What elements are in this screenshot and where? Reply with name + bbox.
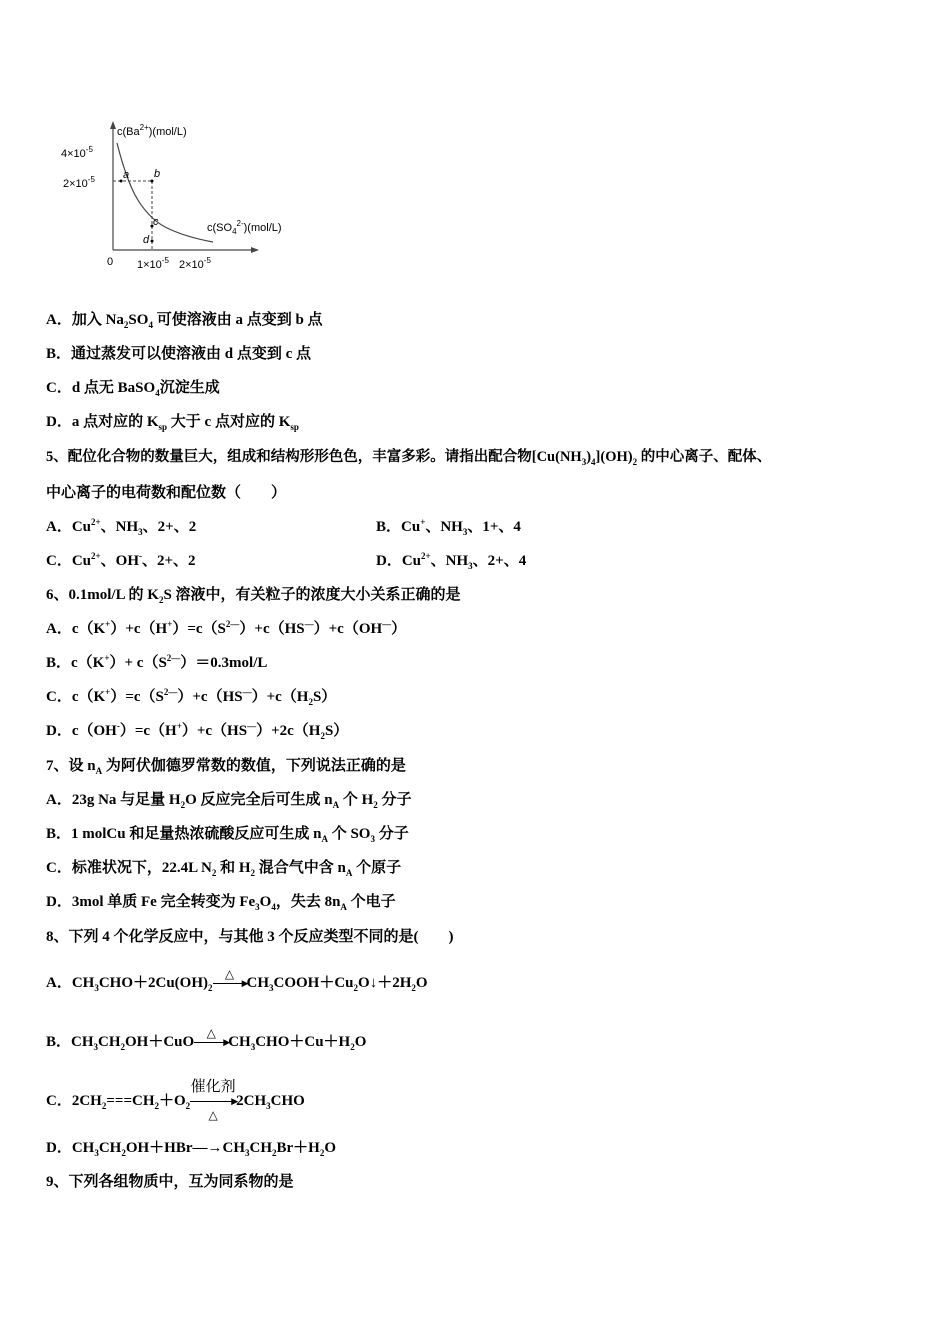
ksp-figure bbox=[55, 115, 325, 275]
label-d: d bbox=[143, 234, 150, 246]
label-c: c bbox=[153, 216, 159, 228]
q5-option-d[interactable]: D．$Cu^{2+}$、$NH_3$、2+、4 bbox=[376, 551, 527, 571]
heat-arrow: △ ▶ bbox=[213, 978, 247, 990]
q4-option-b[interactable]: B．通过蒸发可以使溶液由 d 点变到 c 点 bbox=[46, 346, 312, 362]
y-tick-2e-5: $2\times 10^{-5}$ bbox=[63, 175, 95, 190]
x-tick-1e-5: $1\times 10^{-5}$ bbox=[137, 256, 169, 271]
q8-option-c[interactable]: C．$2CH_2===CH_2+O_2$ 催化剂 ▶ △ $2CH_3CHO$ bbox=[46, 1076, 305, 1122]
q7-option-c[interactable]: C．标准状况下，22.4L $N_2$ 和 $H_2$ 混合气中含 $n_A$ 个原子 bbox=[46, 860, 402, 878]
q6-option-a[interactable]: A．$c(K^+)+c(H^+)=c(S^{2—})+c(HS^—)+c(OH^—)$ bbox=[46, 619, 407, 637]
point-d bbox=[151, 240, 154, 243]
q4-option-c[interactable]: C．d 点无 BaSO$_4$沉淀生成 bbox=[46, 380, 220, 398]
q8-option-a[interactable]: A．$CH_3CHO+2Cu(OH)_2$ △ ▶ $CH_3COOH+Cu_2O↓+2H_2O$ bbox=[46, 966, 428, 993]
q5-stem-line1: 5、配位化合物的数量巨大，组成和结构形形色色，丰富多彩。请指出配合物$[Cu(NH_3)_4](OH)_2$ 的中心离子、配体、 bbox=[46, 449, 772, 467]
baso4-solubility-plot bbox=[55, 115, 325, 275]
q6-option-c[interactable]: C．$c(K^+)=c(S^{2—})+c(HS^—)+c(H_2S)$ bbox=[46, 687, 337, 707]
q8-stem: 8、下列 4 个化学反应中，与其他 3 个反应类型不同的是( ) bbox=[46, 929, 454, 945]
q6-option-d[interactable]: D．$c(OH^-)=c(H^+)+c(HS^—)+2c(H_2S)$ bbox=[46, 721, 349, 741]
solubility-curve bbox=[117, 143, 213, 242]
q4-option-a[interactable]: A．加入 $Na_2SO_4$ 可使溶液由 a 点变到 b 点 bbox=[46, 312, 323, 330]
q5-option-c[interactable]: C．$Cu^{2+}$、OH-、2+、2 bbox=[46, 551, 196, 569]
y-axis-arrow bbox=[110, 121, 116, 129]
q5-stem-line2: 中心离子的电荷数和配位数（ ） bbox=[46, 485, 287, 501]
q5-option-a[interactable]: A．$Cu^{2+}$、$NH_3$、2+、2 bbox=[46, 517, 197, 537]
y-tick-4e-5: $4\times 10^{-5}$ bbox=[61, 145, 93, 160]
q9-stem: 9、下列各组物质中，互为同系物的是 bbox=[46, 1174, 294, 1190]
heat-arrow: △ ▶ bbox=[194, 1037, 228, 1049]
q7-stem: 7、设 $n_A$ 为阿伏伽德罗常数的数值，下列说法正确的是 bbox=[46, 758, 406, 776]
q4-option-d[interactable]: D．a 点对应的 $K_{sp}$ 大于 c 点对应的 $K_{sp}$ bbox=[46, 414, 299, 432]
q5-option-b[interactable]: B．Cu+、$NH_3$、1+、4 bbox=[376, 517, 521, 537]
x-origin: 0 bbox=[107, 256, 114, 268]
q7-option-a[interactable]: A．23g Na 与足量 $H_2O$ 反应完全后可生成 $n_A$ 个 $H_2$ 分子 bbox=[46, 792, 412, 810]
y-axis-title: $c(Ba^{2+})(mol/L)$ bbox=[117, 123, 187, 138]
q8-option-d[interactable]: D．$CH_3CH_2OH+HBr—\to CH_3CH_2Br+H_2O$ bbox=[46, 1140, 337, 1158]
x-axis-arrow bbox=[251, 247, 259, 253]
q6-stem: 6、0.1mol/L 的 $K_2S$ 溶液中，有关粒子的浓度大小关系正确的是 bbox=[46, 587, 461, 605]
label-a: a bbox=[123, 169, 130, 181]
q8-option-b[interactable]: B．$CH_3CH_2OH+CuO$ △ ▶ $CH_3CHO+Cu+H_2O$ bbox=[46, 1025, 367, 1052]
catalyst-arrow: 催化剂 ▶ △ bbox=[190, 1076, 239, 1122]
q6-option-b[interactable]: B．$c(K^+)+ c(S^{2—})=0.3mol/L$ bbox=[46, 653, 268, 671]
q7-option-d[interactable]: D．3mol 单质 Fe 完全转变为 $Fe_3O_4$，失去 $8n_A$ 个电子 bbox=[46, 894, 396, 912]
x-axis-title: $c(SO_4^{2-})(mol/L)$ bbox=[207, 219, 282, 236]
x-tick-2e-5: $2\times 10^{-5}$ bbox=[179, 256, 211, 271]
label-b: b bbox=[154, 168, 161, 180]
q7-option-b[interactable]: B．1 molCu 和足量热浓硫酸反应可生成 $n_A$ 个 $SO_3$ 分子 bbox=[46, 826, 409, 844]
